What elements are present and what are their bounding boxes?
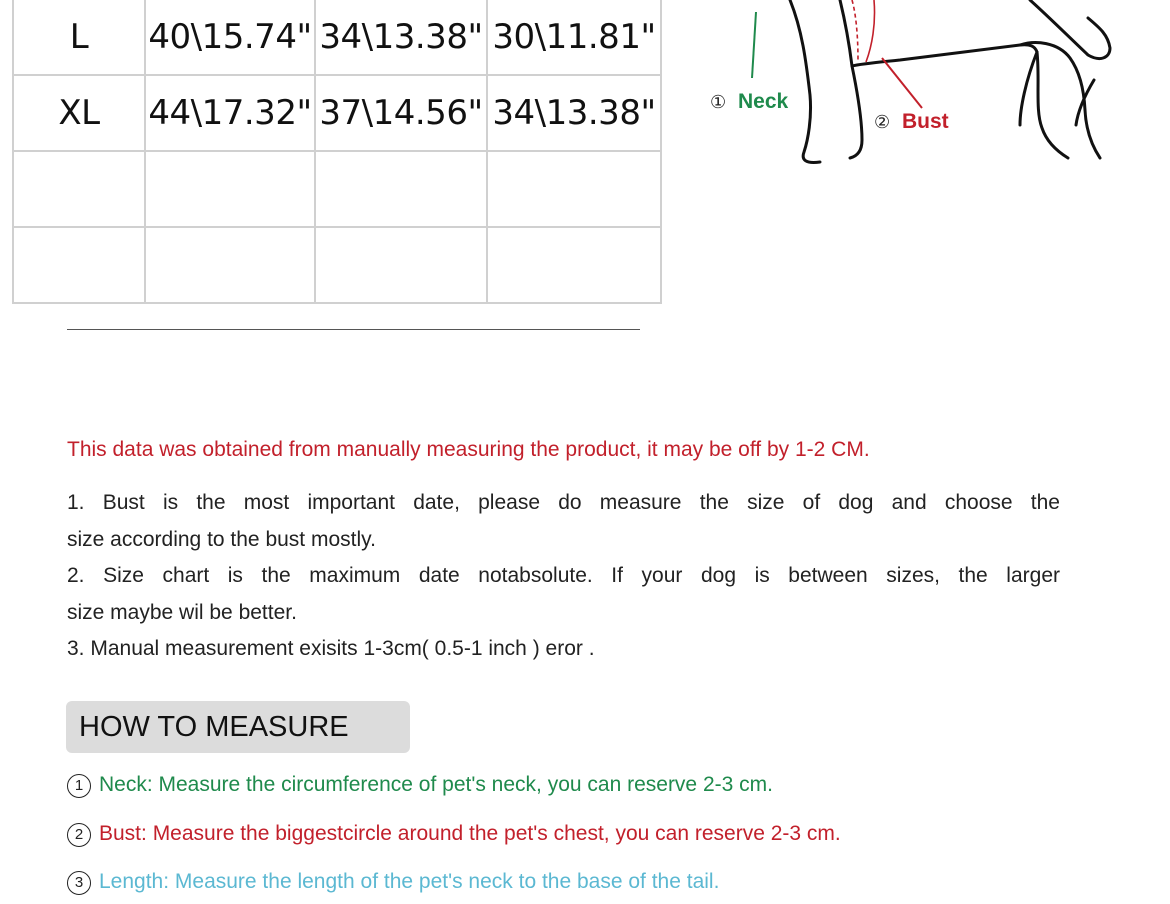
measure-cell: 30\11.81" — [487, 0, 661, 75]
empty-cell — [13, 151, 145, 227]
empty-cell — [315, 227, 487, 303]
neck-measure-line — [852, 0, 858, 60]
empty-cell — [145, 227, 315, 303]
bust-pointer-line — [882, 58, 922, 108]
step-number-badge: 3 — [67, 871, 91, 895]
measurement-notice: This data was obtained from manually measuring the product, it may be off by 1-2 CM. — [67, 438, 870, 461]
rule-2-line-2: size maybe wil be better. — [67, 600, 297, 624]
rule-1-line-1: 1. Bust is the most important date, please do measure the size of dog and choose the — [67, 491, 1060, 514]
empty-cell — [487, 151, 661, 227]
measure-step-neck — [67, 773, 773, 798]
bust-number: ② — [874, 112, 891, 133]
size-cell: L — [13, 0, 145, 75]
empty-cell — [487, 227, 661, 303]
neck-pointer-line — [752, 12, 756, 78]
how-to-measure-heading: HOW TO MEASURE — [66, 701, 410, 753]
empty-cell — [145, 151, 315, 227]
step-number-badge: 1 — [67, 774, 91, 798]
rule-3-line-1: 3. Manual measurement exisits 1-3cm( 0.5-1 inch ) eror . — [67, 637, 595, 660]
rules-list — [67, 485, 1060, 668]
divider — [67, 329, 640, 330]
rule-1-line-2: size according to the bust mostly. — [67, 527, 376, 551]
table-row — [13, 227, 661, 303]
neck-number: ① — [710, 92, 727, 113]
measure-cell: 34\13.38" — [315, 0, 487, 75]
measure-step-length — [67, 870, 719, 895]
rule-2-line-1: 2. Size chart is the maximum date notabsolute. If your dog is between sizes, the larger — [67, 564, 1060, 587]
neck-label: Neck — [738, 90, 789, 113]
table-row — [13, 75, 661, 151]
empty-cell — [315, 151, 487, 227]
empty-cell — [13, 227, 145, 303]
measure-cell: 37\14.56" — [315, 75, 487, 151]
step-text: Length: Measure the length of the pet's neck to the base of the tail. — [99, 870, 720, 893]
dog-measurement-diagram — [690, 0, 1150, 180]
size-cell: XL — [13, 75, 145, 151]
table-row — [13, 0, 661, 75]
step-text: Bust: Measure the biggestcircle around the pet's chest, you can reserve 2-3 cm. — [99, 822, 841, 845]
measure-cell: 40\15.74" — [145, 0, 315, 75]
measure-step-bust — [67, 822, 841, 847]
size-table — [12, 0, 662, 304]
table-row — [13, 151, 661, 227]
bust-label: Bust — [902, 110, 949, 133]
step-text: Neck: Measure the circumference of pet's neck, you can reserve 2-3 cm. — [99, 773, 773, 796]
dog-outline-icon — [790, 0, 1110, 163]
measure-cell: 44\17.32" — [145, 75, 315, 151]
bust-curve-line — [866, 0, 875, 62]
measure-cell: 34\13.38" — [487, 75, 661, 151]
step-number-badge: 2 — [67, 823, 91, 847]
